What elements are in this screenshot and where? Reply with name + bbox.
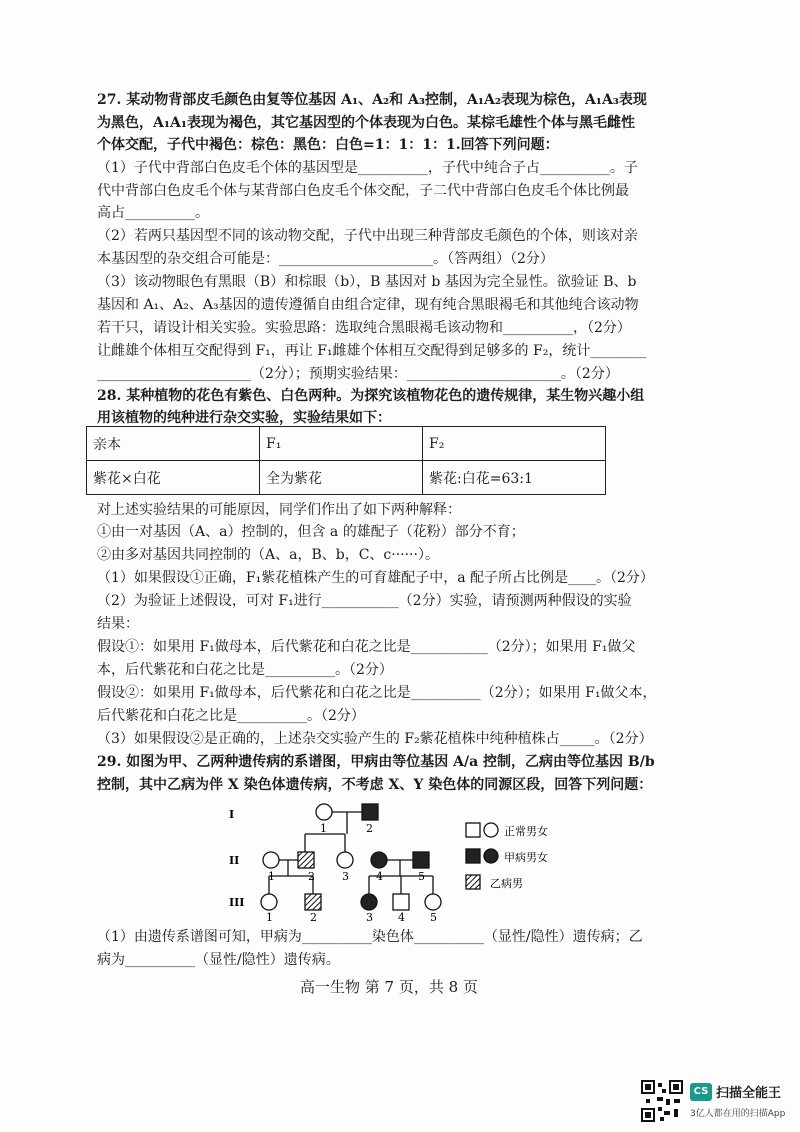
legend-label: 甲病男女: [504, 851, 548, 864]
pedigree-iii5-normal-female: [425, 894, 441, 910]
pedigree-number: 2: [310, 911, 317, 923]
table-header-cell: F₂: [423, 427, 606, 461]
pedigree-iii3-disease-a-female: [361, 894, 377, 910]
pedigree-number: 5: [418, 870, 425, 883]
table-cell: 紫花×白花: [87, 461, 260, 495]
scanner-logo: CS: [690, 1083, 712, 1101]
q28-stem-line-1: 28. 某种植物的花色有紫色、白色两种。为探究该植物花色的遗传规律，某生物兴趣小组: [97, 388, 645, 404]
pedigree-lines: [269, 812, 433, 894]
q27-part1-line-2: 代中背部白色皮毛个体与某背部白色皮毛个体交配，子二代中背部白色皮毛个体比例最: [97, 183, 629, 199]
q27-part3-line-3: 若干只，请设计相关实验。实验思路：选取纯合黑眼褐毛该动物和__________，（2分）: [97, 320, 631, 336]
q27-part3-line-2: 基因和 A₁、A₂、A₃基因的遗传遵循自由组合定律，现有纯合黑眼褐毛和其他纯合该动物: [97, 297, 639, 313]
pedigree-iii2-disease-b-male: [305, 894, 321, 910]
pedigree-ii1-normal-female: [263, 852, 279, 868]
pedigree-i2-disease-a-male: [362, 804, 378, 820]
legend-normal-female-icon: [484, 823, 498, 837]
q28-hypothesis-1: ①由一对基因（A、a）控制的，但含 a 的雄配子（花粉）部分不育；: [97, 524, 525, 540]
pedigree-number: 4: [398, 911, 405, 923]
q28-hypothesis-2: ②由多对基因共同控制的（A、a，B、b，C、c······）。: [97, 547, 439, 563]
pedigree-number: 2: [308, 870, 315, 883]
table-header-row: [87, 427, 606, 461]
q27-part3-line-1: （3）该动物眼色有黑眼（B）和棕眼（b），B 基因对 b 基因为完全显性。欲验证 B、b: [97, 274, 637, 290]
pedigree-iii1-normal-female: [261, 894, 277, 910]
q28-stem-line-2: 用该植物的纯种进行杂交实验，实验结果如下：: [97, 410, 391, 426]
pedigree-ii3-normal-female: [337, 852, 353, 868]
table-row: [87, 461, 606, 495]
table-header-cell: F₁: [260, 427, 423, 461]
q28-hyp1-result-line-1: 假设①：如果用 F₁做母本，后代紫花和白花之比是___________（2分）；如果用 F₁做父: [97, 639, 636, 655]
scanner-brand-name: 扫描全能王: [716, 1086, 782, 1101]
pedigree-ii4-disease-a-female: [371, 852, 387, 868]
pedigree-i1-normal-female: [316, 804, 332, 820]
legend-label: 乙病男: [490, 877, 523, 890]
pedigree-number: 2: [366, 822, 373, 835]
q28-part2-line-1: （2）为验证上述假设，可对 F₁进行___________（2分）实验，请预测两种假设的实验: [97, 593, 632, 609]
generation-label: I: [229, 808, 235, 821]
pedigree-ii2-disease-b-male: [298, 852, 314, 868]
q28-part1: （1）如果假设①正确，F₁紫花植株产生的可育雄配子中，a 配子所占比例是____。（2分）: [97, 570, 654, 586]
q28-part3: （3）如果假设②是正确的，上述杂交实验产生的 F₂紫花植株中纯种植株占_____。（2分）: [97, 731, 653, 747]
pedigree-number: 3: [342, 870, 349, 883]
q27-part2-line-1: （2）若两只基因型不同的该动物交配，子代中出现三种背部皮毛颜色的个体，则该对亲: [97, 228, 638, 244]
q29-part1-line-1: （1）由遗传系谱图可知，甲病为__________染色体__________（显性/隐性）遗传病；乙: [97, 929, 643, 945]
q27-part3-line-5: ______________________（2分）；预期实验结果：______________________。（2分）: [97, 366, 619, 382]
q28-hyp2-result-line-2: 后代紫花和白花之比是__________。（2分）: [97, 708, 365, 724]
pedigree-number: 1: [266, 911, 273, 923]
q28-explain-intro: 对上述实验结果的可能原因，同学们作出了如下两种解释：: [97, 502, 461, 518]
legend-disease-a-male-icon: [466, 849, 480, 863]
legend-label: 正常男女: [504, 825, 548, 838]
page-footer: 高一生物 第 7 页，共 8 页: [300, 978, 478, 996]
pedigree-number: 3: [366, 911, 373, 923]
qr-code-icon: [640, 1079, 684, 1123]
generation-label: II: [229, 854, 240, 867]
q28-part2-line-2: 结果：: [97, 616, 139, 632]
q27-part1-line-3: 高占__________。: [97, 205, 209, 221]
table-header-cell: 亲本: [87, 427, 260, 461]
legend-disease-b-male-icon: [466, 875, 480, 889]
q27-stem-line-1: 27. 某动物背部皮毛颜色由复等位基因 A₁、A₂和 A₃控制，A₁A₂表现为棕色，A₁A₃表现: [97, 92, 647, 108]
legend-normal-male-icon: [466, 823, 480, 837]
table-cell: 全为紫花: [260, 461, 423, 495]
cross-result-table: [86, 426, 606, 495]
q28-hyp2-result-line-1: 假设②：如果用 F₁做母本，后代紫花和白花之比是__________（2分）；如果用 F₁做父本，: [97, 685, 657, 701]
generation-label: III: [229, 896, 245, 909]
q27-part2-line-2: 本基因型的杂交组合可能是：______________________。（答两组）（2分）: [97, 251, 554, 267]
q27-part1-line-1: （1）子代中背部白色皮毛个体的基因型是__________，子代中纯合子占__________。子: [97, 160, 638, 176]
q27-stem-line-3: 个体交配，子代中褐色：棕色：黑色：白色=1：1：1：1.回答下列问题：: [97, 137, 559, 153]
q29-stem-line-2: 控制，其中乙病为伴 X 染色体遗传病，不考虑 X、Y 染色体的同源区段，回答下列问题：: [97, 777, 653, 793]
q29-stem-line-1: 29. 如图为甲、乙两种遗传病的系谱图，甲病由等位基因 A/a 控制，乙病由等位基因 B/b: [97, 754, 655, 770]
q27-part3-line-4: 让雌雄个体相互交配得到 F₁，再让 F₁雌雄个体相互交配得到足够多的 F₂，统计________: [97, 343, 647, 359]
pedigree-number: 4: [376, 870, 383, 883]
scanner-tagline: 3亿人都在用的扫描App: [690, 1109, 786, 1119]
q28-hyp1-result-line-2: 本，后代紫花和白花之比是__________。（2分）: [97, 662, 393, 678]
pedigree-number: 5: [430, 911, 437, 923]
legend-disease-a-female-icon: [484, 849, 498, 863]
pedigree-number: 1: [320, 822, 327, 835]
pedigree-ii5-disease-a-male: [413, 852, 429, 868]
table-cell: 紫花:白花=63:1: [423, 461, 606, 495]
q29-part1-line-2: 病为__________（显性/隐性）遗传病。: [97, 952, 340, 968]
scanner-watermark: [640, 1079, 790, 1124]
q27-stem-line-2: 为黑色，A₁A₁表现为褐色，其它基因型的个体表现为白色。某棕毛雄性个体与黑毛雌性: [97, 115, 635, 131]
pedigree-chart: [220, 798, 580, 923]
pedigree-number: 1: [268, 870, 275, 883]
pedigree-iii4-normal-male: [393, 894, 409, 910]
